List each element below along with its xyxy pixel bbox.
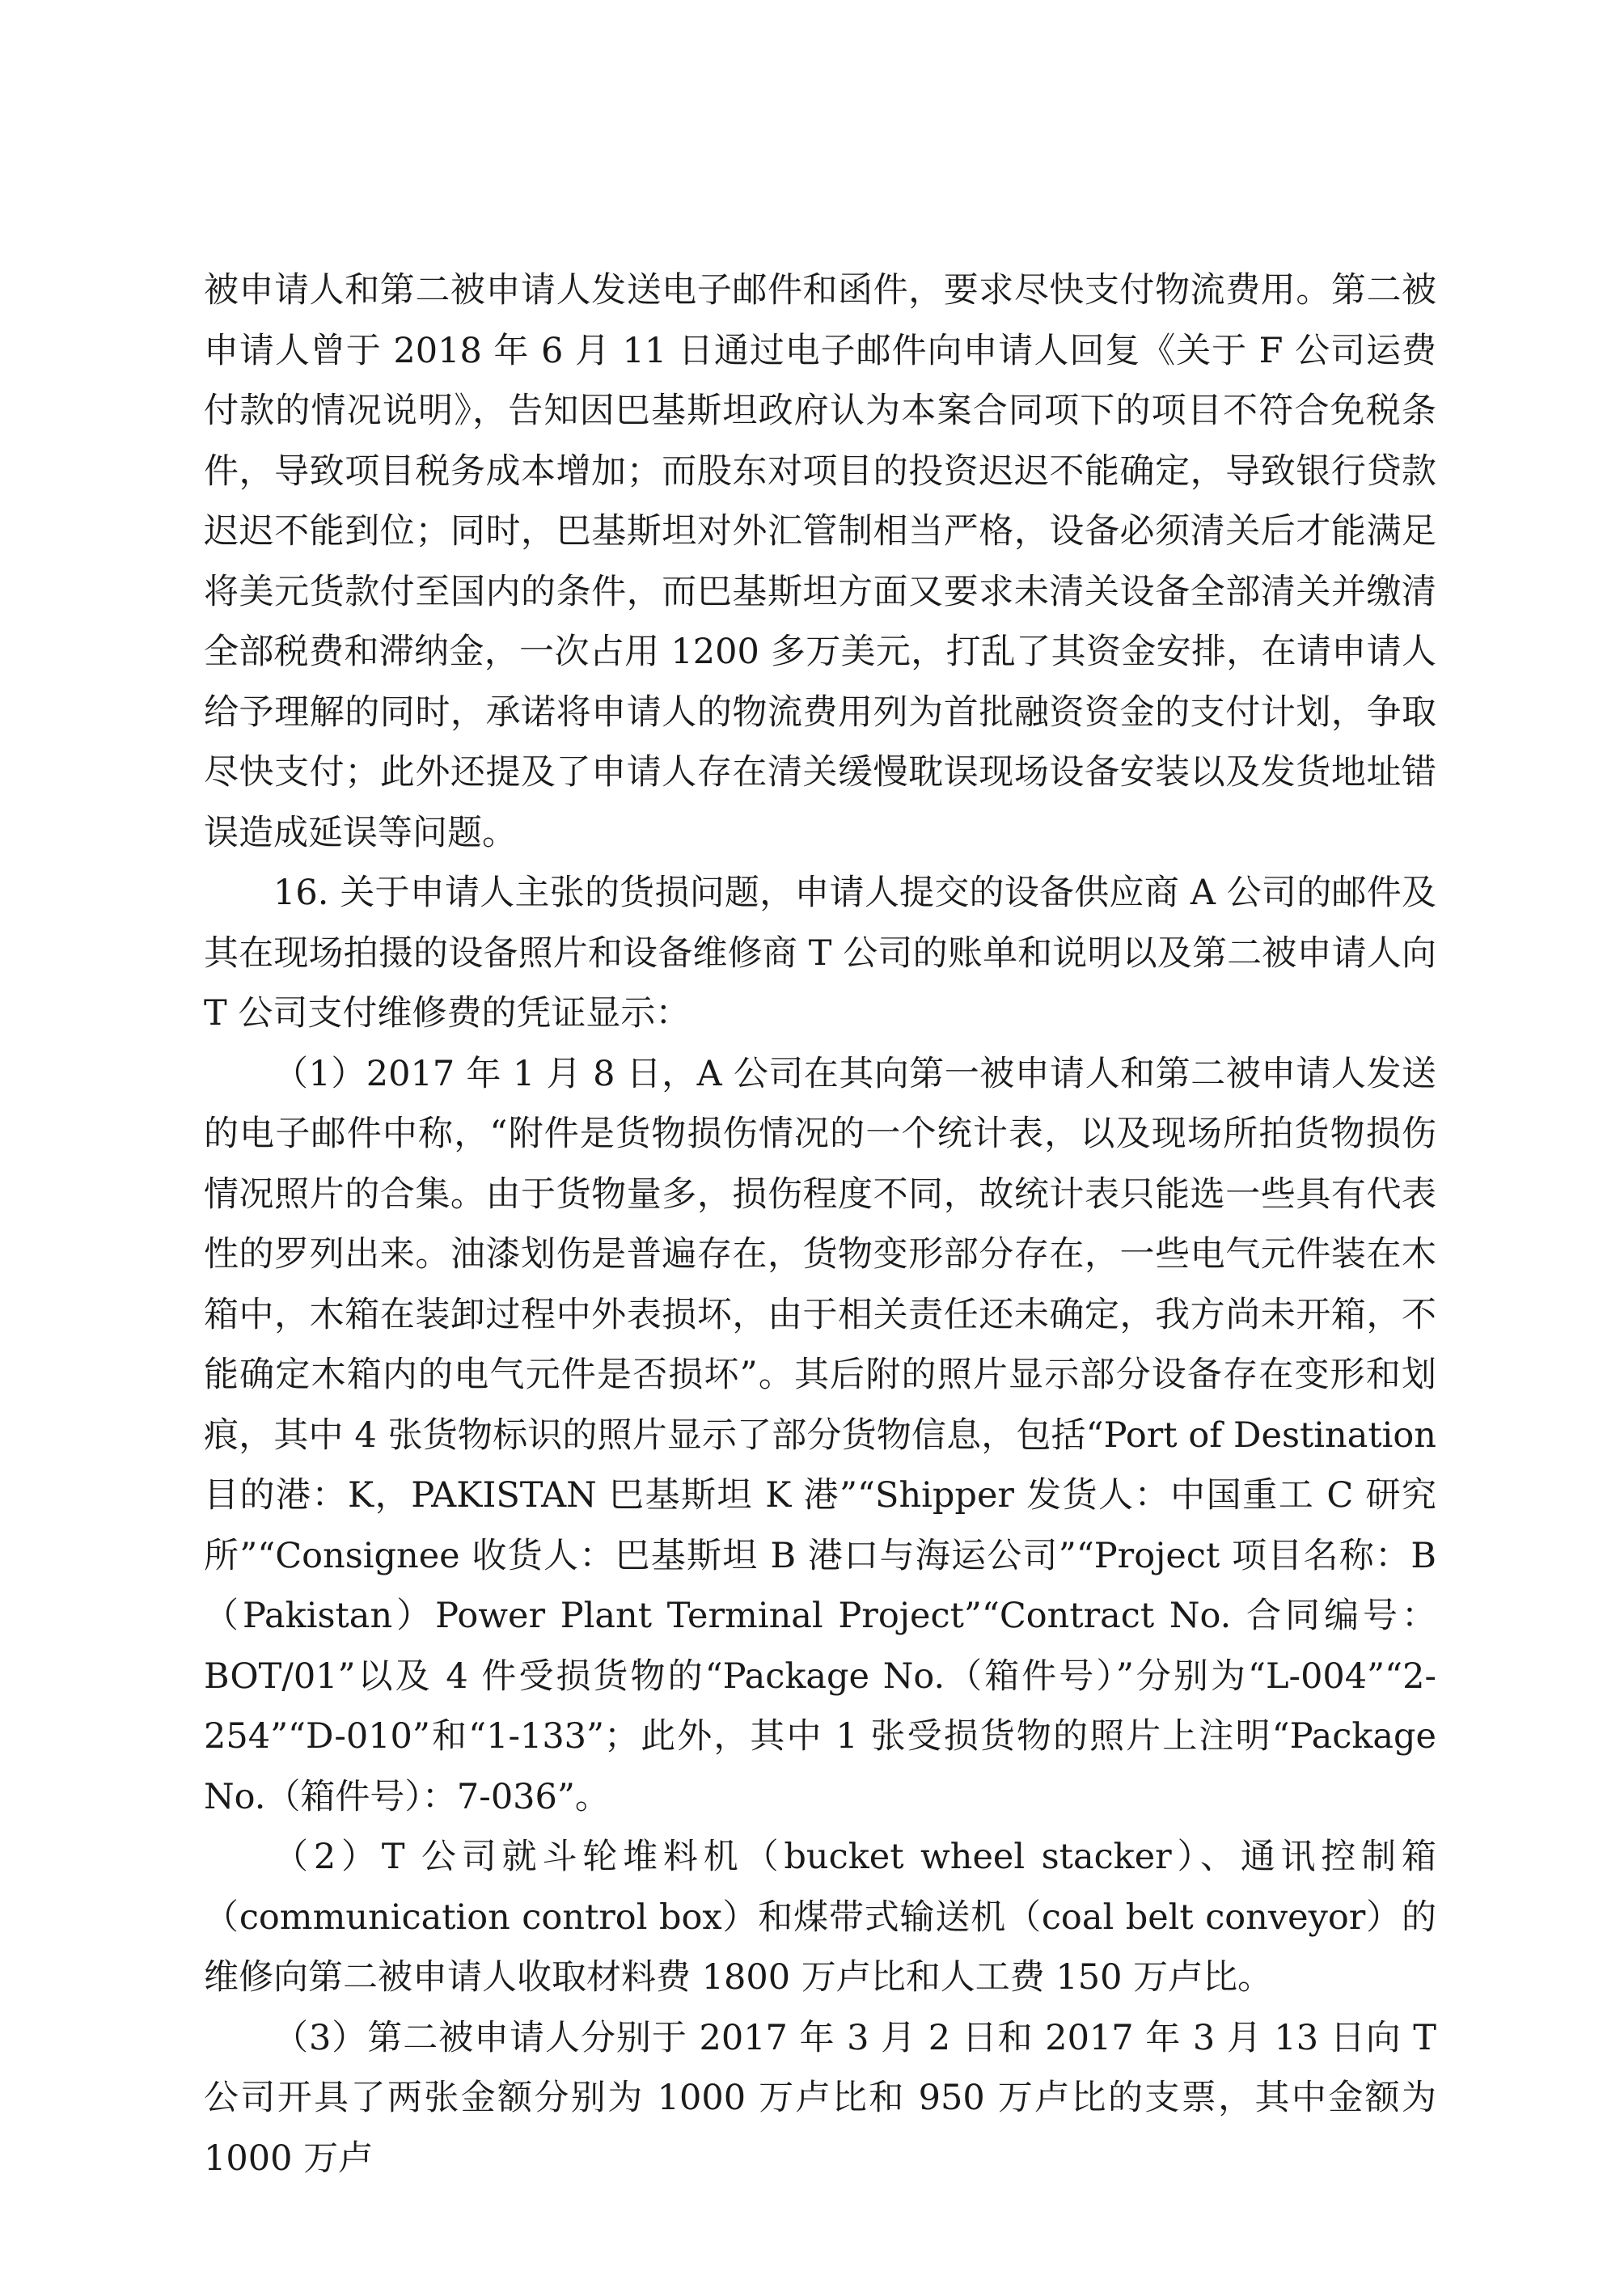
paragraph-item-1-email: （1）2017 年 1 月 8 日，A 公司在其向第一被申请人和第二被申请人发送的电子邮件中称，“附件是货物损伤情况的一个统计表，以及现场所拍货物损伤情况照片的合集。由于货物量多，损伤程度不同，故统计表只能选一些具有代表性的罗列出来。油漆划伤是普遍存在，货物变形部分存在，一些电气元件装在木箱中，木箱在装卸过程中外表损坏，由于相关责任还未确定，我方尚未开箱，不能确定木箱内的电气元件是否损坏”。其后附的照片显示部分设备存在变形和划痕，其中 4 张货物标识的照片显示了部分货物信息，包括“Port of Destination 目的港：K，PAKISTAN 巴基斯坦 K 港”“Shipper 发货人：中国重工 C 研究所”“Consignee 收货人：巴基斯坦 B 港口与海运公司”“Project 项目名称：B（Pakistan）Power Plant Terminal Project”“Contract No. 合同编号：BOT/01”以及 4 件受损货物的“Package No.（箱件号）”分别为“L-004”“2-254”“D-010”和“1-133”；此外，其中 1 张受损货物的照片上注明“Package No.（箱件号）：7-036”。 xyxy=(204,1053,1436,1817)
paragraph-16-cargo-damage: 16. 关于申请人主张的货损问题，申请人提交的设备供应商 A 公司的邮件及其在现场拍摄的设备照片和设备维修商 T 公司的账单和说明以及第二被申请人向 T 公司支付维修费的凭证显示： xyxy=(204,873,1436,1034)
paragraph-logistics-fee: 被申请人和第二被申请人发送电子邮件和函件，要求尽快支付物流费用。第二被申请人曾于 2018 年 6 月 11 日通过电子邮件向申请人回复《关于 F 公司运费付款的情况说明》，告知因巴基斯坦政府认为本案合同项下的项目不符合免税条件，导致项目税务成本增加；而股东对项目的投资迟迟不能确定，导致银行贷款迟迟不能到位；同时，巴基斯坦对外汇管制相当严格，设备必须清关后才能满足将美元货款付至国内的条件，而巴基斯坦方面又要求未清关设备全部清关并缴清全部税费和滞纳金，一次占用 1200 多万美元，打乱了其资金安排，在请申请人给予理解的同时，承诺将申请人的物流费用列为首批融资资金的支付计划，争取尽快支付；此外还提及了申请人存在清关缓慢耽误现场设备安装以及发货地址错误造成延误等问题。 xyxy=(204,270,1436,853)
paragraph-item-2-repair-fee: （2）T 公司就斗轮堆料机（bucket wheel stacker）、通讯控制箱（communication control box）和煤带式输送机（coal belt conveyor）的维修向第二被申请人收取材料费 1800 万卢比和人工费 150 万卢比。 xyxy=(204,1837,1436,1998)
paragraph-item-3-cheques: （3）第二被申请人分别于 2017 年 3 月 2 日和 2017 年 3 月 13 日向 T 公司开具了两张金额分别为 1000 万卢比和 950 万卢比的支票，其中金额为 1000 万卢 xyxy=(204,2017,1436,2179)
document-page xyxy=(204,260,1436,2188)
